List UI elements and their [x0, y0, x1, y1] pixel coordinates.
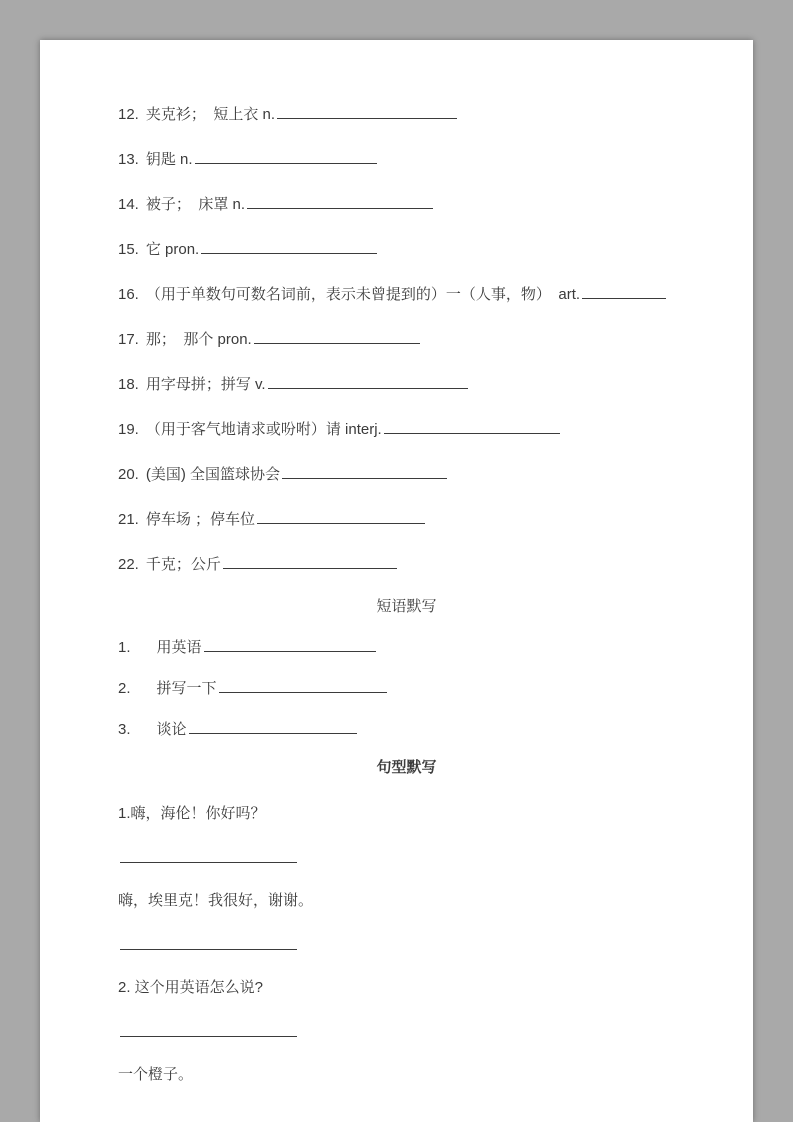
item-text: 谈论: [156, 721, 187, 738]
fill-in-blank: [582, 282, 666, 299]
item-text: 停车场 ；停车位: [145, 511, 256, 528]
vocab-item: [118, 372, 695, 395]
answer-line: [118, 933, 695, 956]
vocab-item: [118, 507, 695, 530]
fill-in-blank: [195, 147, 377, 164]
fill-in-blank: [384, 417, 560, 434]
sentence-line: [118, 1065, 695, 1085]
item-text: 用字母拼；拼写 v.: [145, 376, 266, 393]
item-number: 22.: [118, 556, 139, 573]
item-number: 17.: [118, 331, 139, 348]
item-number: 18.: [118, 376, 139, 393]
item-text: （用于客气地请求或吩咐）请 interj.: [145, 421, 382, 438]
fill-in-blank: [268, 372, 468, 389]
item-number: 20.: [118, 466, 139, 483]
sentence-list: [118, 804, 695, 1085]
fill-in-blank: [219, 676, 387, 693]
fill-in-blank: [254, 327, 420, 344]
fill-in-blank: [120, 1020, 297, 1037]
item-text: 千克；公斤: [145, 556, 221, 573]
vocab-item: [118, 192, 695, 215]
vocab-item: [118, 552, 695, 575]
vocab-item: [118, 237, 695, 260]
phrase-item: [118, 717, 695, 740]
phrase-item: [118, 635, 695, 658]
fill-in-blank: [204, 635, 376, 652]
vocab-item: [118, 102, 695, 125]
fill-in-blank: [120, 846, 297, 863]
sentence-text: 2. 这个用英语怎么说?: [118, 979, 264, 996]
item-text: （用于单数句可数名词前，表示未曾提到的）一（人事，物） art.: [145, 286, 581, 303]
sentence-line: [118, 891, 695, 911]
fill-in-blank: [189, 717, 357, 734]
fill-in-blank: [120, 933, 297, 950]
fill-in-blank: [257, 507, 425, 524]
vocab-list: [118, 102, 695, 575]
item-number: 12.: [118, 106, 139, 123]
item-text: (美国) 全国篮球协会: [145, 466, 281, 483]
item-text: 它 pron.: [145, 241, 200, 258]
sentence-section-title: 句型默写: [376, 759, 437, 776]
fill-in-blank: [201, 237, 377, 254]
sentence-line: [118, 978, 695, 998]
item-text: 拼写一下: [156, 680, 217, 697]
sentence-line: [118, 804, 695, 824]
vocab-item: [118, 327, 695, 350]
vocab-item: [118, 282, 695, 305]
phrase-section-title: 短语默写: [376, 598, 437, 615]
sentence-text: 一个橙子。: [118, 1066, 194, 1083]
sentence-text: 嗨，埃里克！我很好，谢谢。: [118, 892, 314, 909]
item-text: 钥匙 n.: [145, 151, 193, 168]
sentence-text: 1.嗨，海伦！你好吗？: [118, 805, 266, 822]
document-page: [40, 40, 753, 1122]
item-text: 被子； 床罩 n.: [145, 196, 246, 213]
fill-in-blank: [277, 102, 457, 119]
document-content: [40, 40, 753, 1085]
item-number: 14.: [118, 196, 139, 213]
phrase-list: [118, 635, 695, 740]
item-number: 3.: [118, 721, 131, 738]
phrase-item: [118, 676, 695, 699]
fill-in-blank: [247, 192, 433, 209]
item-text: 用英语: [156, 639, 202, 656]
vocab-item: [118, 147, 695, 170]
item-number: 13.: [118, 151, 139, 168]
fill-in-blank: [282, 462, 447, 479]
answer-line: [118, 846, 695, 869]
item-number: 19.: [118, 421, 139, 438]
item-number: 2.: [118, 680, 131, 697]
answer-line: [118, 1020, 695, 1043]
item-number: 21.: [118, 511, 139, 528]
item-number: 16.: [118, 286, 139, 303]
vocab-item: [118, 417, 695, 440]
item-text: 那； 那个 pron.: [145, 331, 252, 348]
item-text: 夹克衫； 短上衣 n.: [145, 106, 276, 123]
fill-in-blank: [223, 552, 397, 569]
vocab-item: [118, 462, 695, 485]
item-number: 15.: [118, 241, 139, 258]
item-number: 1.: [118, 639, 131, 656]
